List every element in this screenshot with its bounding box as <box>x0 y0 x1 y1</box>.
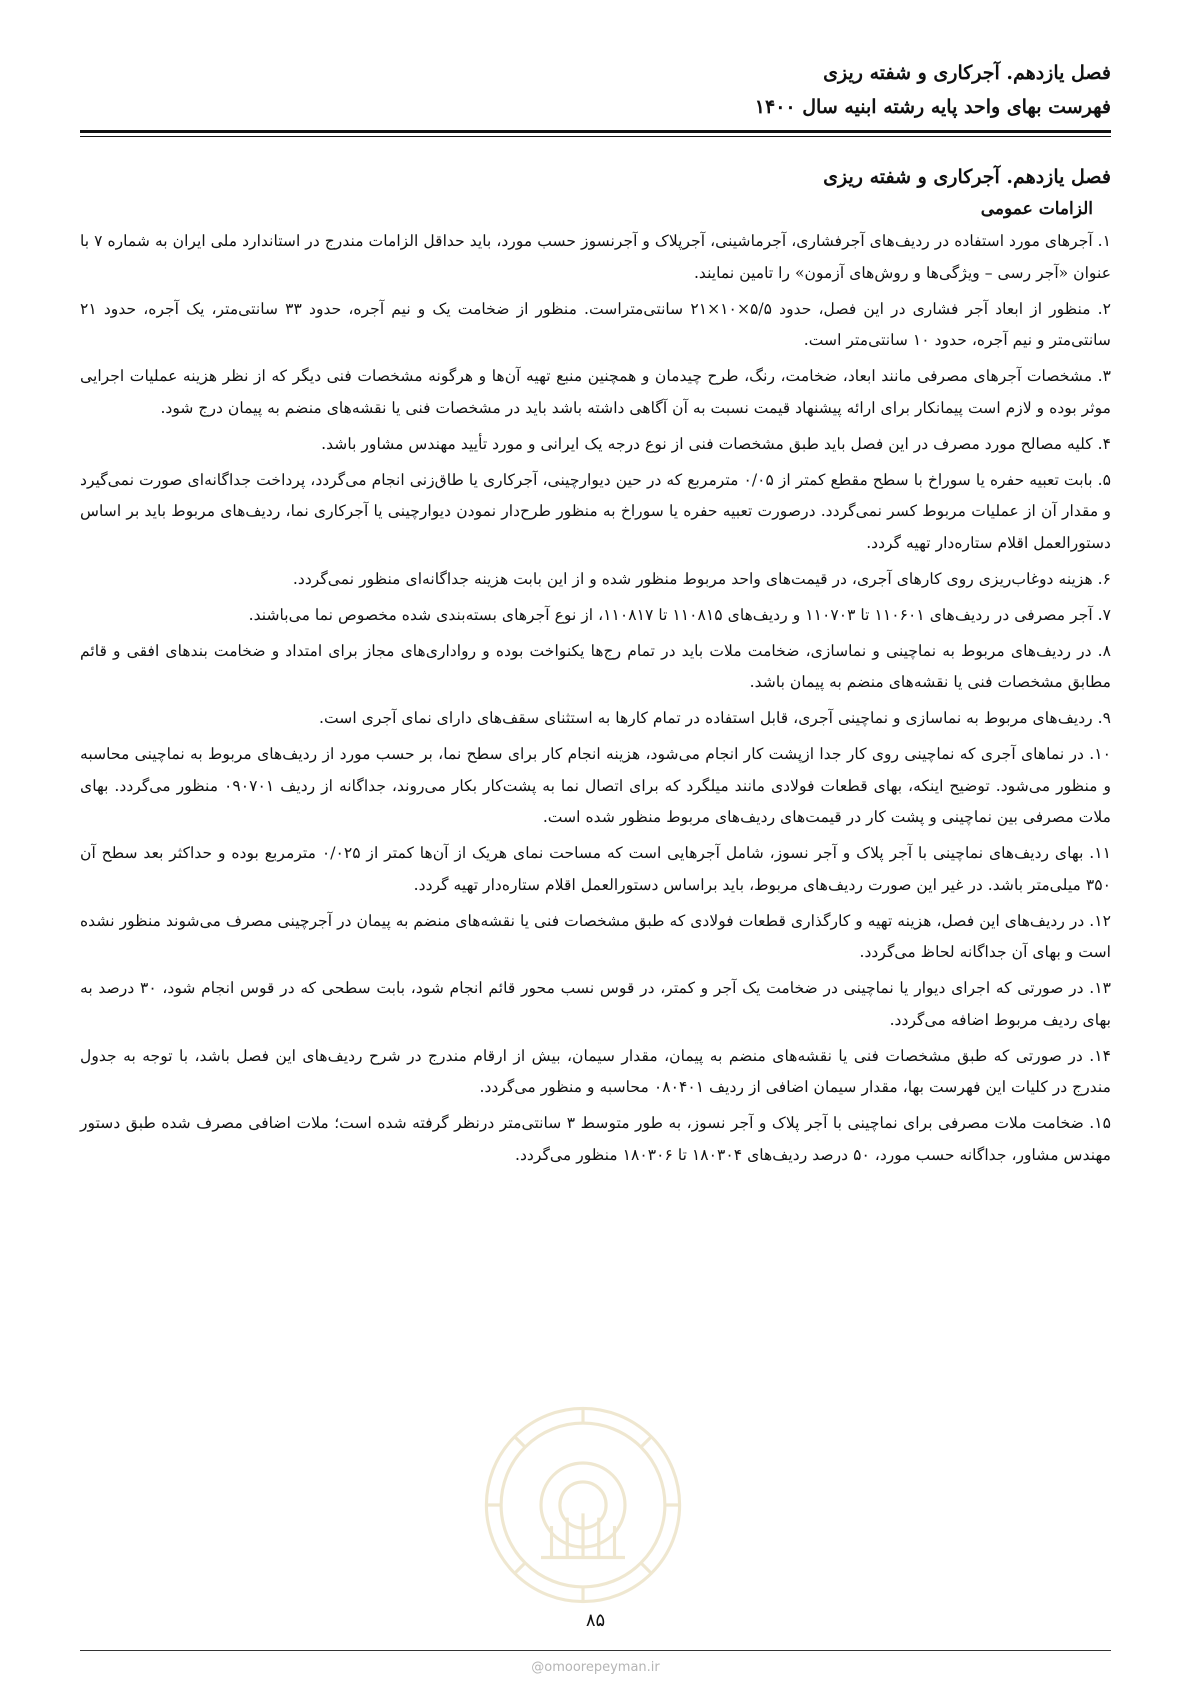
paragraph-10: ۱۰. در نماهای آجری که نماچینی روی کار جدا ازپشت کار انجام می‌شود، هزینه انجام کار برای سطح نما، بر حسب مورد از ردیف‌های مربوط به نماچینی محاسبه و منظور می‌شود. توضیح اینکه، بهای قطعات فولادی مانند میلگرد که برای اتصال نما به پشت‌کار بکار می‌روند، جداگانه از ردیف ۰۹۰۷۰۱ منظور می‌گردد. بهای ملات مصرفی بین نماچینی و پشت کار در قیمت‌های ردیف‌های مربوط منظور شده است. <box>80 745 1111 826</box>
paragraph-6: ۶. هزینه دوغاب‌ریزی روی کارهای آجری، در قیمت‌های واحد مربوط منظور شده و از این بابت هزینه جداگانه‌ای منظور نمی‌گردد. <box>292 569 1111 588</box>
section-title: الزامات عمومی <box>980 199 1093 219</box>
gear-seal-icon <box>478 1400 688 1610</box>
paragraph-14: ۱۴. در صورتی که طبق مشخصات فنی یا نقشه‌های منضم به پیمان، مقدار سیمان، بیش از ارقام مندرج در شرح ردیف‌های این فصل باشد، با توجه به جدول مندرج در کلیات این فهرست بها، مقدار سیمان اضافی از ردیف ۰۸۰۴۰۱ محاسبه و منظور می‌گردد. <box>80 1046 1111 1096</box>
chapter-title: فصل یازدهم. آجرکاری و شفته ریزی <box>823 166 1111 188</box>
paragraph-13: ۱۳. در صورتی که اجرای دیوار یا نماچینی در ضخامت یک آجر و کمتر، در قوس نسب محور قائم انجام شود، بابت سطحی که در قوس انجام شود، ۳۰ درصد به بهای ردیف مربوط اضافه می‌گردد. <box>80 979 1111 1029</box>
footer-rule <box>80 1650 1111 1651</box>
paragraph-8: ۸. در ردیف‌های مربوط به نماچینی و نماسازی، ضخامت ملات باید در تمام رج‌ها یکنواخت بوده و رواداری‌های مجاز برای امتداد و ضخامت بندهای افقی و قائم مطابق مشخصات فنی یا نقشه‌های منضم به پیمان باشد. <box>80 641 1111 691</box>
paragraph-4: ۴. کلیه مصالح مورد مصرف در این فصل باید طبق مشخصات فنی از نوع درجه یک ایرانی و مورد تأیید مهندس مشاور باشد. <box>321 434 1111 453</box>
body-content <box>80 160 1111 1176</box>
paragraph-1: ۱. آجرهای مورد استفاده در ردیف‌های آجرفشاری، آجرماشینی، آجرپلاک و آجرنسوز حسب مورد، باید حداقل الزامات مندرج در استاندارد ملی ایران به شماره ۷ با عنوان «آجر رسی – ویژگی‌ها و روش‌های آزمون» را تامین نمایند. <box>80 232 1111 282</box>
page-number: ۸۵ <box>585 1610 606 1631</box>
paragraph-5: ۵. بابت تعبیه حفره یا سوراخ با سطح مقطع کمتر از ۰/۰۵ مترمربع که در حین دیوارچینی، آجرکاری یا طاق‌زنی انجام می‌گردد، پرداخت جداگانه‌ای صورت نمی‌گیرد و مقدار آن از عملیات مربوط کسر نمی‌گردد. درصورت تعبیه حفره یا سوراخ به منظور طرح‌دار نمودن دیوارچینی یا آجرکاری نما، ردیف‌های مربوط باید بر اساس دستورالعمل اقلام ستاره‌دار تهیه گردد. <box>80 470 1111 552</box>
running-header <box>81 56 1111 124</box>
paragraph-3: ۳. مشخصات آجرهای مصرفی مانند ابعاد، ضخامت، رنگ، طرح چیدمان و همچنین منبع تهیه آن‌ها و هرگونه مشخصات فنی دیگر که از نظر هزینه عملیات اجرایی موثر بوده و لازم است پیمانکار برای ارائه پیشنهاد قیمت نسبت به آن آگاهی داشته باشد باید در مشخصات فنی یا نقشه‌های منضم به پیمان درج شود. <box>80 367 1111 417</box>
paragraph-2: ۲. منظور از ابعاد آجر فشاری در این فصل، حدود ۵/۵×۱۰×۲۱ سانتی‌متراست. منظور از ضخامت یک و نیم آجره، حدود ۳۳ سانتی‌متر، یک آجره، حدود ۲۱ سانتی‌متر و نیم آجره، حدود ۱۰ سانتی‌متر است. <box>80 299 1112 349</box>
footer-url: @omoorepeyman.ir <box>531 1660 660 1675</box>
paragraph-15: ۱۵. ضخامت ملات مصرفی برای نماچینی با آجر پلاک و آجر نسوز، به طور متوسط ۳ سانتی‌متر درنظر گرفته شده است؛ ملات اضافی مصرف شده طبق دستور مهندس مشاور، جداگانه حسب مورد، ۵۰ درصد ردیف‌های ۱۸۰۳۰۴ تا ۱۸۰۳۰۶ منظور می‌گردد. <box>80 1114 1111 1164</box>
header-chapter-title: فصل یازدهم. آجرکاری و شفته ریزی <box>823 62 1111 84</box>
header-rule-thick <box>80 130 1111 133</box>
paragraph-7: ۷. آجر مصرفی در ردیف‌های ۱۱۰۶۰۱ تا ۱۱۰۷۰۳ و ردیف‌های ۱۱۰۸۱۵ تا ۱۱۰۸۱۷، از نوع آجرهای بسته‌بندی شده مخصوص نما می‌باشند. <box>248 605 1111 624</box>
paragraph-9: ۹. ردیف‌های مربوط به نماسازی و نماچینی آجری، قابل استفاده در تمام کارها به استثنای سقف‌های دارای نمای آجری است. <box>319 709 1111 727</box>
paragraph-12: ۱۲. در ردیف‌های این فصل، هزینه تهیه و کارگذاری قطعات فولادی که طبق مشخصات فنی یا نقشه‌های منضم به پیمان در آجرچینی مصرف می‌شوند منظور نشده است و بهای آن جداگانه لحاظ می‌گردد. <box>80 911 1111 961</box>
header-rule-thin <box>80 136 1111 137</box>
header-document-title: فهرست بهای واحد پایه رشته ابنیه سال ۱۴۰۰ <box>754 96 1111 118</box>
paragraph-11: ۱۱. بهای ردیف‌های نماچینی با آجر پلاک و آجر نسوز، شامل آجرهایی است که مساحت نمای هریک از آن‌ها کمتر از ۰/۰۲۵ مترمربع بوده و حداکثر بعد سطح آن ۳۵۰ میلی‌متر باشد. در غیر این صورت ردیف‌های مربوط، باید براساس دستورالعمل اقلام ستاره‌دار تهیه گردد. <box>80 844 1111 894</box>
